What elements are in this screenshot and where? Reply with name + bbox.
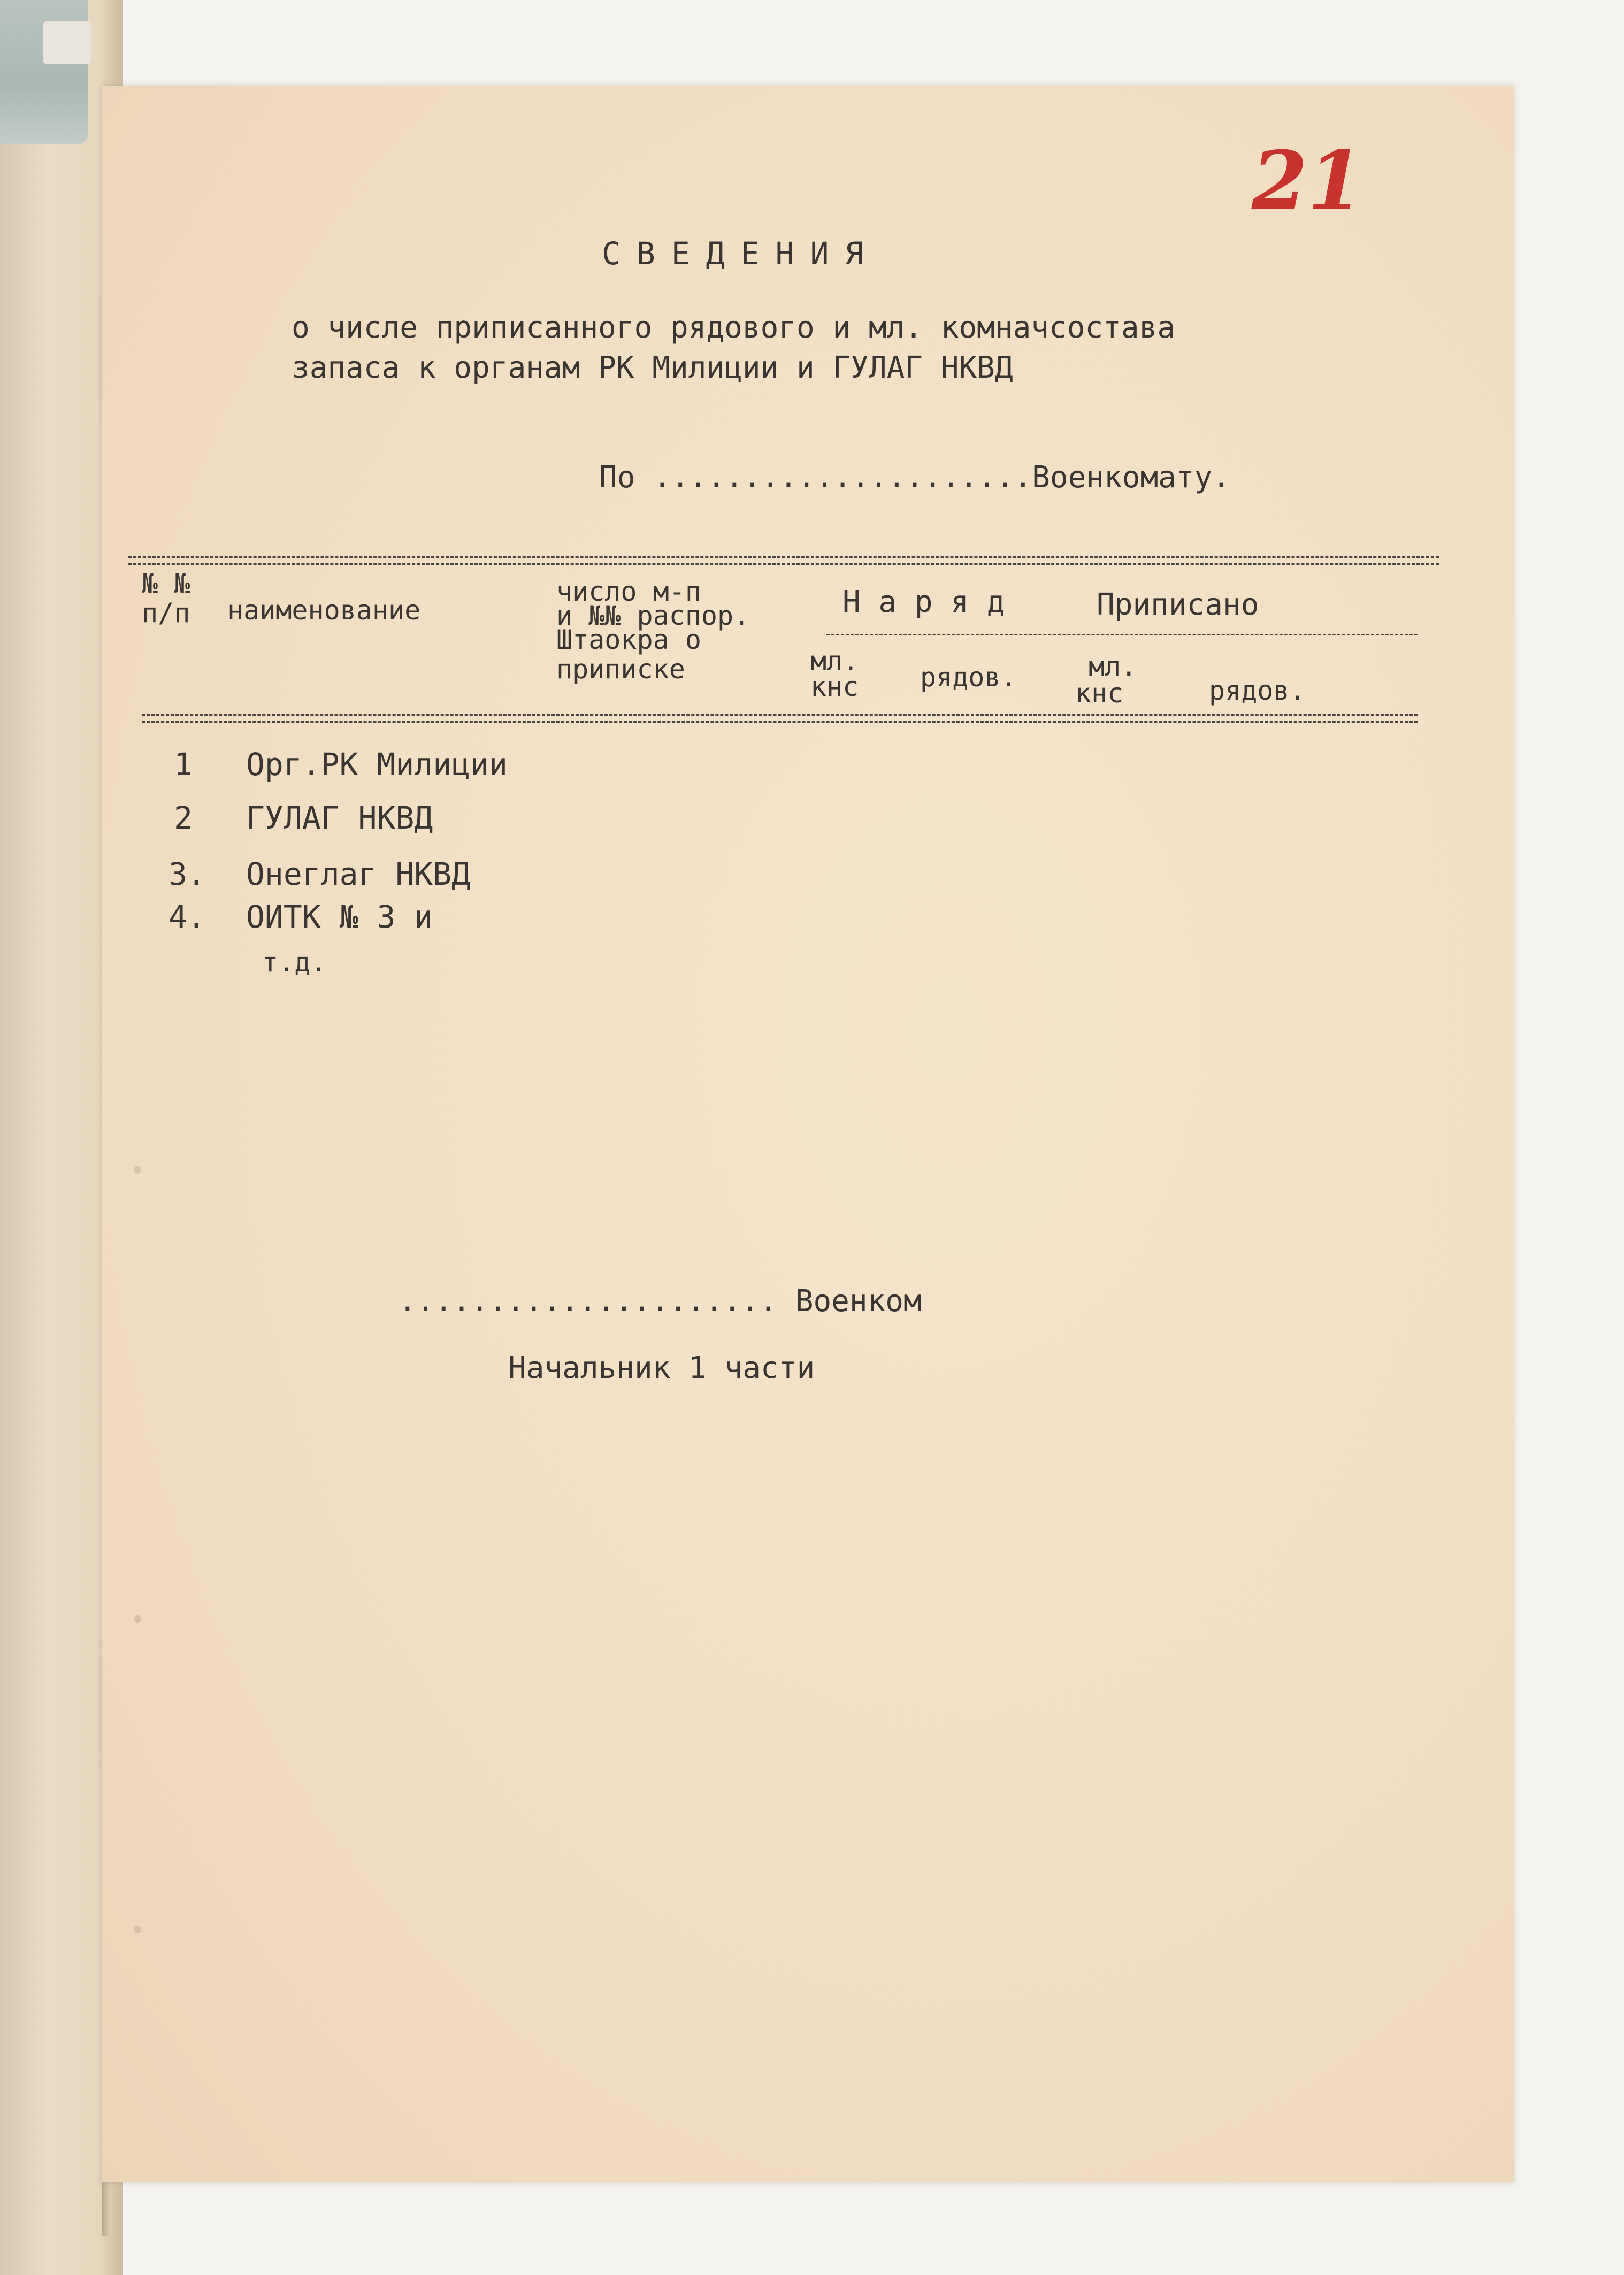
table-row-num: 4. — [168, 899, 206, 935]
subheader-kns-2: кнс — [1075, 678, 1124, 709]
subheader-ryadov-1: рядов. — [920, 662, 1017, 693]
punch-hole — [134, 1166, 141, 1174]
col-count-header-line4: приписке — [556, 654, 685, 685]
col-num-header-line1: № № — [142, 568, 190, 599]
table-row-name: Онеглаг НКВД — [246, 856, 471, 892]
subheader-ml-1: мл. — [810, 646, 859, 677]
page-number: 21 — [1252, 134, 1363, 228]
binding-tape-fold — [43, 21, 91, 64]
group-header-naryad: Н а р я д — [842, 585, 1005, 619]
table-row-name: Орг.РК Милиции — [246, 746, 508, 783]
military-commissariat-line: По .....................Военкомату. — [599, 460, 1231, 495]
document-title: СВЕДЕНИЯ — [602, 235, 880, 272]
chief-signature-line: Начальник 1 части — [508, 1351, 815, 1385]
col-count-header-line2: и №№ распор. — [556, 600, 750, 631]
table-row-name: ГУЛАГ НКВД — [246, 800, 433, 836]
binding-tape — [0, 0, 88, 144]
group-header-pripisano: Приписано — [1097, 587, 1259, 622]
subheader-kns-1: кнс — [810, 671, 859, 702]
table-top-rule — [128, 556, 1439, 565]
table-row-num: 2 — [174, 800, 193, 836]
table-etc: т.д. — [262, 947, 327, 978]
col-count-header-line3: Штаокра о — [556, 624, 701, 655]
table-row-num: 1 — [174, 746, 193, 783]
table-row-name: ОИТК № 3 и — [246, 899, 433, 935]
col-num-header-line2: п/п — [142, 598, 190, 629]
table-header-bottom-rule — [142, 714, 1418, 723]
document-subtitle-line1: о числе приписанного рядового и мл. комначсостава — [292, 310, 1176, 345]
document-page — [102, 86, 1514, 2182]
punch-hole — [134, 1615, 141, 1623]
punch-hole — [134, 1926, 141, 1933]
voenkom-signature-line: ..................... Военком — [399, 1284, 922, 1319]
subheader-ryadov-2: рядов. — [1209, 675, 1306, 706]
subheader-ml-2: мл. — [1089, 651, 1137, 682]
col-name-header: наименование — [227, 595, 421, 626]
group-header-rule — [826, 634, 1418, 635]
col-count-header-line1: число м-п — [556, 576, 701, 607]
table-row-num: 3. — [168, 856, 206, 892]
document-subtitle-line2: запаса к органам РК Милиции и ГУЛАГ НКВД — [292, 350, 1013, 385]
